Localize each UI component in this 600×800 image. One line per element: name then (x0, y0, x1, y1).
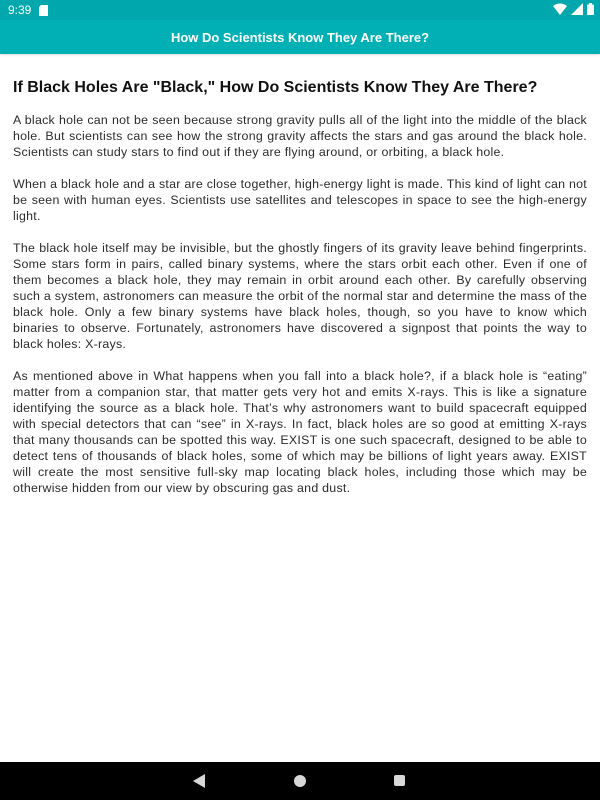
toolbar (0, 20, 600, 54)
back-icon[interactable] (193, 774, 205, 788)
sd-card-icon (39, 5, 48, 16)
paragraph: A black hole can not be seen because strong gravity pulls all of the light into the middle of the black hole. But scientists can see how the strong gravity affects the stars and gas around the black hole. Scientists can study stars to find out if they are flying around, or orbiting, a black hole. (13, 113, 587, 159)
cellular-icon (571, 3, 583, 15)
home-icon[interactable] (294, 775, 306, 787)
navigation-bar (0, 762, 600, 800)
article-content[interactable] (13, 78, 587, 512)
toolbar-title: How Do Scientists Know They Are There? (170, 30, 430, 45)
paragraph: The black hole itself may be invisible, but the ghostly fingers of its gravity leave behind fingerprints. Some stars form in pairs, called binary systems, where the stars orbit each other. Even if one of them becomes a black hole, they may remain in orbit around each other. By carefully observing such a system, astronomers can measure the orbit of the normal star and determine the mass of the black hole. Only a few binary systems have black holes, though, so you have to know which binaries to observe. Fortunately, astronomers have discovered a signpost that points the way to black holes: X-rays. (13, 241, 587, 351)
status-time: 9:39 (8, 3, 32, 17)
paragraph: As mentioned above in What happens when you fall into a black hole?, if a black hole is “eating” matter from a companion star, that matter gets very hot and emits X-rays. This is like a signature identifying the source as a black hole. That’s why astronomers want to build spacecraft equipped with special detectors that can “see” in X-rays. In fact, black holes are so good at emitting X-rays that many thousands can be spotted this way. EXIST is one such spacecraft, designed to be able to detect tens of thousands of black holes, some of which may be billions of light years away. EXIST will create the most sensitive full-sky map locating black holes, including those which may be otherwise hidden from our view by obscuring gas and dust. (13, 369, 587, 495)
wifi-icon (553, 3, 567, 15)
status-icons (553, 3, 594, 15)
article-title: If Black Holes Are "Black," How Do Scientists Know They Are There? (13, 79, 538, 96)
paragraph: When a black hole and a star are close together, high-energy light is made. This kind of light can not be seen with human eyes. Scientists use satellites and telescopes in space to see the high-energy light. (13, 177, 587, 223)
status-bar (0, 0, 600, 20)
recents-icon[interactable] (394, 775, 405, 786)
battery-icon (587, 3, 594, 15)
